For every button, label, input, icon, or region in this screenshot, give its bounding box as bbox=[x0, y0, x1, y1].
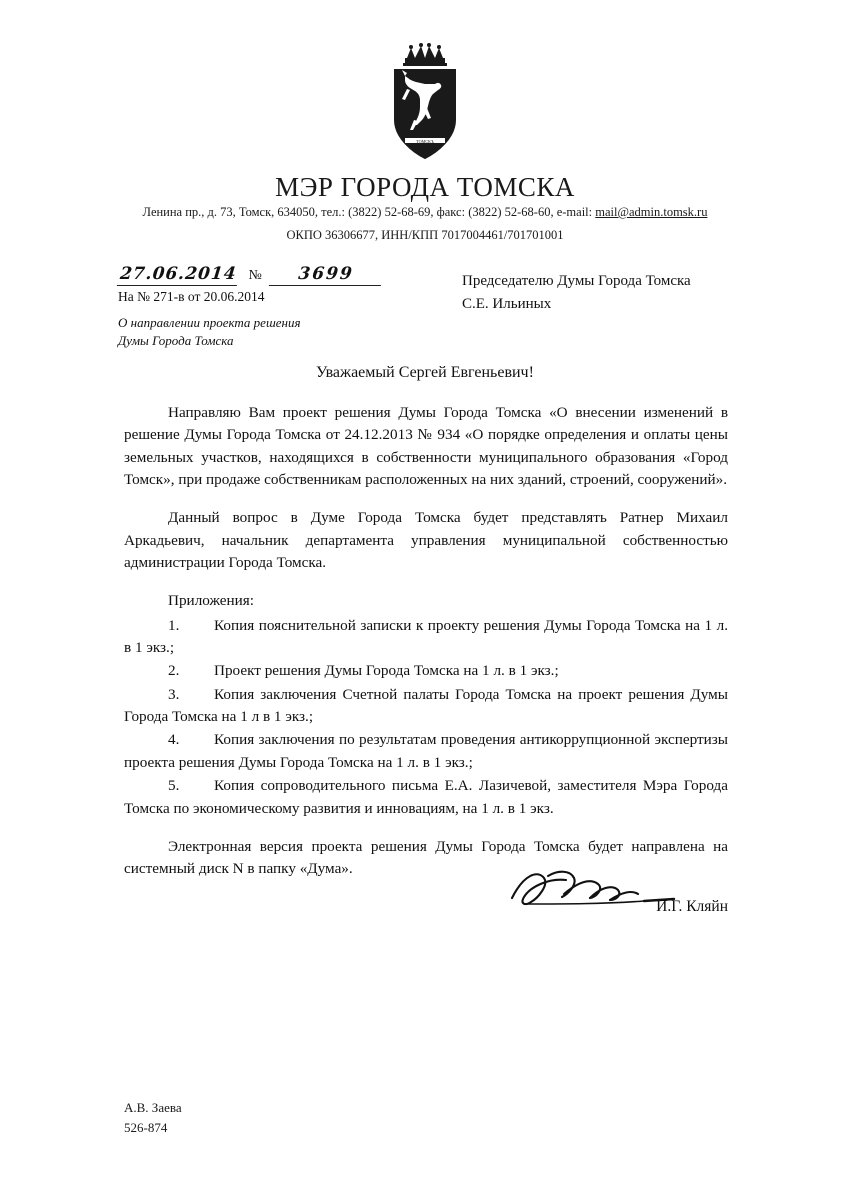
attachment-text: Копия пояснительной записки к проекту решения Думы Города Томска на 1 л. в 1 экз.; bbox=[124, 616, 728, 657]
signer-name: И.Г. Кляйн bbox=[656, 898, 728, 915]
list-item bbox=[124, 660, 728, 682]
addressee-position: Председателю Думы Города Томска bbox=[462, 273, 691, 289]
signature-scribble-icon bbox=[504, 864, 704, 929]
addressee-name: С.Е. Ильиных bbox=[462, 295, 552, 312]
executor-phone: 526-874 bbox=[124, 1119, 168, 1135]
attachments-list bbox=[124, 615, 728, 820]
addressee-block bbox=[462, 270, 782, 315]
reference-block bbox=[118, 262, 448, 349]
salutation: Уважаемый Сергей Евгеньевич! bbox=[316, 364, 534, 381]
closing-paragraph: Электронная версия проекта решения Думы Города Томска будет направлена на системный диск N в папку «Дума». bbox=[124, 837, 728, 878]
attachment-text: Проект решения Думы Города Томска на 1 л. в 1 экз.; bbox=[214, 662, 559, 680]
attachment-number: 5. bbox=[168, 777, 180, 795]
attachment-text: Копия заключения Счетной палаты Города Томска на проект решения Думы Города Томска на 1 л в 1 экз.; bbox=[124, 685, 728, 726]
subject-line-1: О направлении проекта решения bbox=[118, 315, 301, 330]
attachment-number: 4. bbox=[168, 731, 180, 749]
svg-text:ТОМСКЪ: ТОМСКЪ bbox=[416, 139, 434, 144]
attachments-heading: Приложения: bbox=[168, 592, 254, 610]
executor-name: А.В. Заева bbox=[124, 1100, 182, 1115]
subject-line-2: Думы Города Томска bbox=[118, 332, 234, 348]
number-sign: № bbox=[248, 268, 262, 283]
list-item bbox=[124, 729, 728, 774]
subject-block bbox=[118, 314, 448, 349]
reference-line bbox=[118, 262, 448, 286]
email-link[interactable]: mail@admin.tomsk.ru bbox=[595, 205, 708, 219]
document-body bbox=[124, 402, 728, 897]
organization-okpo: ОКПО 36306677, ИНН/КПП 7017004461/701701001 bbox=[286, 228, 564, 242]
emblem-container bbox=[0, 42, 850, 162]
list-item bbox=[124, 684, 728, 729]
contact-text: Ленина пр., д. 73, Томск, 634050, тел.: (3822) 52-68-69, факс: (3822) 52-68-60, e-mail: bbox=[142, 205, 596, 219]
attachment-text: Копия заключения по результатам проведения антикоррупционной экспертизы проекта решения Думы Города Томска на 1 л. в 1 экз.; bbox=[124, 731, 728, 771]
executor-block bbox=[124, 1098, 182, 1137]
attachment-number: 3. bbox=[168, 685, 180, 703]
organization-title: МЭР ГОРОДА ТОМСКА bbox=[275, 172, 575, 202]
attachment-text: Копия сопроводительного письма Е.А. Лазичевой, заместителя Мэра Города Томска по экономическому развития и инновациям, на 1 л. в 1 экз. bbox=[124, 777, 728, 817]
attachment-number: 1. bbox=[168, 616, 180, 634]
signature-block bbox=[124, 868, 728, 938]
attachment-number: 2. bbox=[168, 662, 180, 680]
reply-reference: На № 271-в от 20.06.2014 bbox=[118, 289, 265, 304]
list-item bbox=[124, 615, 728, 660]
coat-of-arms-icon bbox=[377, 42, 473, 162]
outgoing-date-handwritten: 27.06.2014 bbox=[117, 264, 240, 286]
paragraph-1: Направляю Вам проект решения Думы Города Томска «О внесении изменений в решение Думы Города Томска от 24.12.2013 № 934 «О порядке определения и оплаты цены земельных участков, находящихся в собственности муниципального образования «Город Томск», при продаже собственникам расположенных на них зданий, строений, сооружений». bbox=[124, 404, 728, 489]
list-item bbox=[124, 775, 728, 820]
organization-contacts bbox=[0, 205, 850, 220]
paragraph-2: Данный вопрос в Думе Города Томска будет представлять Ратнер Михаил Аркадьевич, начальник департамента управления муниципальной собственностью администрации Города Томска. bbox=[124, 509, 728, 572]
outgoing-number-handwritten: 3699 bbox=[269, 264, 383, 286]
